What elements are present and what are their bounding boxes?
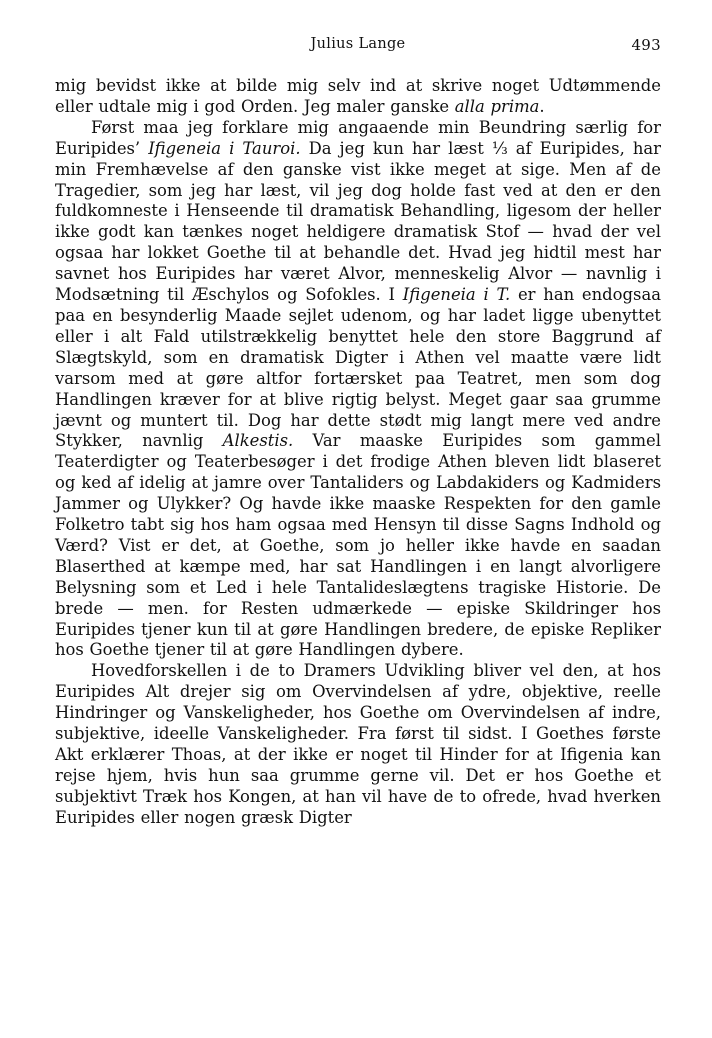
running-header — [55, 32, 661, 58]
paragraph — [55, 118, 661, 662]
text-run-italic: Ifigeneia i T. — [402, 285, 511, 305]
text-run-italic: alla prima — [454, 96, 540, 116]
text-run: Var maaske Euripides som gammel Teaterdigter og Teaterbesøger i det frodige Athen bleven lidt blaseret og ked af idelig at jamre over Tantaliders og Labdakiders og Kadmiders Jammer og Ulykker? Og havde ikke maaske Respekten for den gamle Folketro tabt sig hos ham ogsaa med Hensyn til disse Sagns Indhold og Værd? Vist er det, at Goethe, som jo heller ikke havde en saadan Blaserthed at kæmpe med, har sat Handlingen i en langt alvorligere Belysning som et Led i hele Tantalideslægtens tragiske Historie. De brede — men. for Resten udmærkede — episke Skildringer hos Euripides tjener kun til at gøre Handlingen bredere, de episke Repliker hos Goethe tjener til at gøre Handlingen dybere. — [55, 431, 661, 660]
text-run: mig bevidst ikke at bilde mig selv ind at skrive noget Udtømmende eller udtale mig i god Orden. Jeg maler ganske — [55, 76, 661, 116]
paragraph — [55, 76, 661, 118]
body-text — [55, 76, 661, 829]
running-title: Julius Lange — [310, 36, 406, 52]
text-run: Da jeg kun har læst ⅓ af Euripides, har min Fremhævelse af den ganske vist ikke meget at sige. Men af de Tragedier, som jeg har læst, vil jeg dog holde fast ved at den er den fuldkomneste i Henseende til dramatisk Behandling, ligesom der heller ikke godt kan tænkes noget heldigere dramatisk Stof — hvad der vel ogsaa har lokket Goethe til at behandle det. Hvad jeg hidtil mest har savnet hos Euripides har været Alvor, menneskelig Alvor — navnlig i Modsætning til Æschylos og Sofokles. I — [55, 138, 662, 305]
text-run-italic: Ifigeneia i Tauroi. — [148, 138, 301, 158]
text-run: er han endogsaa paa en besynderlig Maade sejlet udenom, og har ladet ligge ubenyttet eller i alt Fald utilstrækkelig benyttet hele den store Baggrund af Slægtskyld, som en dramatisk Digter i Athen vel maatte være lidt varsom med at gøre altfor fortærsket paa Teatret, men som dog Handlingen kræver for at blive rigtig belyst. Meget gaar saa grumme jævnt og muntert til. Dog har dette stødt mig langt mere ved andre Stykker, navnlig — [55, 285, 661, 451]
text-run: . — [539, 96, 545, 116]
paragraph — [55, 661, 661, 828]
text-run: Først maa jeg forklare mig angaaende min Beundring særlig for Euripides’ — [55, 117, 661, 158]
page-number: 493 — [631, 36, 661, 54]
text-run-italic: Alkestis. — [222, 431, 294, 451]
text-run: Hovedforskellen i de to Dramers Udvikling bliver vel den, at hos Euripides Alt drejer sig om Overvindelsen af ydre, objektive, reelle Hindringer og Vanskeligheder, hos Goethe om Overvindelsen af indre, subjektive, ideelle Vanskeligheder. Fra først til sidst. I Goethes første Akt erklærer Thoas, at der ikke er noget til Hinder for at Ifigenia kan rejse hjem, hvis hun saa grumme gerne vil. Det er hos Goethe et subjektivt Træk hos Kongen, at han vil have de to ofrede, hvad hverken Euripides eller nogen græsk Digter — [55, 661, 661, 827]
book-page — [55, 32, 661, 829]
